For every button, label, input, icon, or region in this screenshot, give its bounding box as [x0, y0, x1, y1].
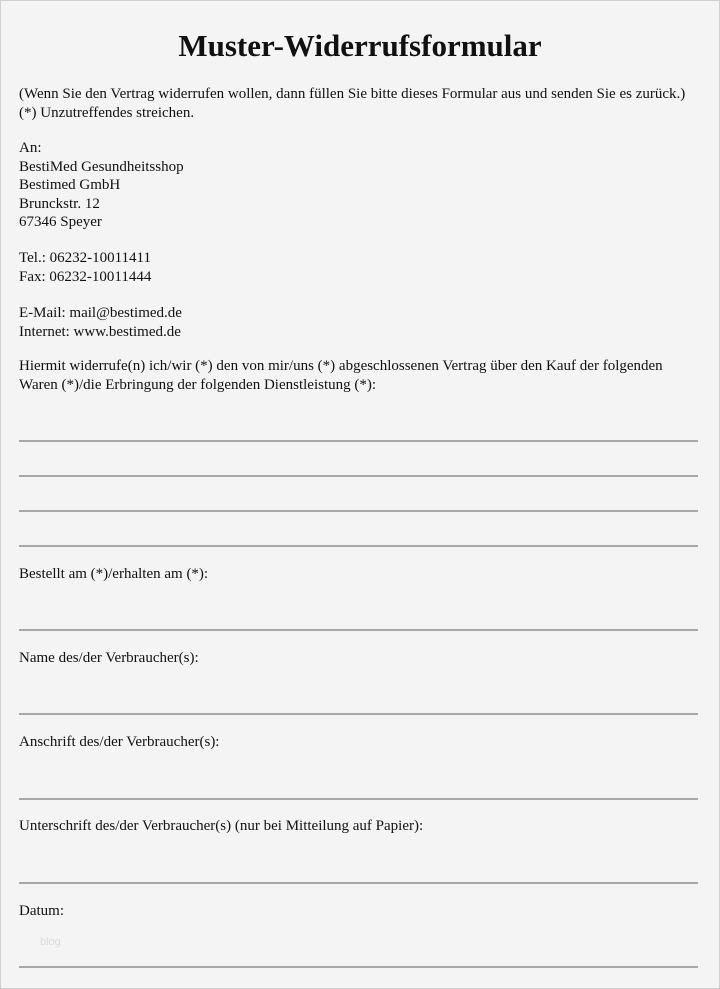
- name-line[interactable]: [19, 713, 698, 715]
- web-contact: [19, 304, 699, 341]
- fax: Fax: 06232-10011444: [19, 268, 152, 285]
- watermark: blog: [40, 936, 61, 948]
- ordered-line[interactable]: [19, 629, 698, 631]
- ordered-label: Bestellt am (*)/erhalten am (*):: [19, 566, 209, 582]
- address-to-label: An:: [19, 140, 42, 156]
- tel: Tel.: 06232-10011411: [19, 250, 151, 266]
- goods-line-4[interactable]: [19, 545, 698, 547]
- email: E-Mail: mail@bestimed.de: [19, 305, 182, 321]
- consumer-address-label: Anschrift des/der Verbraucher(s):: [19, 734, 220, 750]
- goods-line-2[interactable]: [19, 475, 698, 477]
- statement-text: Hiermit widerrufe(n) ich/wir (*) den von mir/uns (*) abgeschlossenen Vertrag über den Kauf der folgenden Waren (*)/die Erbringung der folgenden Dienstleistung (*):: [19, 358, 663, 393]
- address-company: Bestimed GmbH: [19, 177, 121, 193]
- consumer-address-line[interactable]: [19, 798, 698, 800]
- signature-label: Unterschrift des/der Verbraucher(s) (nur bei Mitteilung auf Papier):: [19, 818, 424, 834]
- goods-line-1[interactable]: [19, 440, 698, 442]
- date-line[interactable]: [19, 966, 698, 968]
- name-label: Name des/der Verbraucher(s):: [19, 650, 199, 666]
- goods-line-3[interactable]: [19, 510, 698, 512]
- address-name: BestiMed Gesundheitsshop: [19, 158, 184, 175]
- date-label: Datum:: [19, 903, 64, 919]
- address-street: Brunckstr. 12: [19, 195, 100, 212]
- internet: Internet: www.bestimed.de: [19, 323, 181, 340]
- intro-text: (Wenn Sie den Vertrag widerrufen wollen, dann füllen Sie bitte dieses Formular aus und senden Sie es zurück.) (*) Unzutreffendes streichen.: [19, 86, 686, 121]
- page-title: Muster-Widerrufsformular: [178, 28, 542, 63]
- phone-contact: [19, 249, 699, 286]
- recipient-address: [19, 139, 699, 232]
- address-city: 67346 Speyer: [19, 214, 102, 230]
- signature-line[interactable]: [19, 882, 698, 884]
